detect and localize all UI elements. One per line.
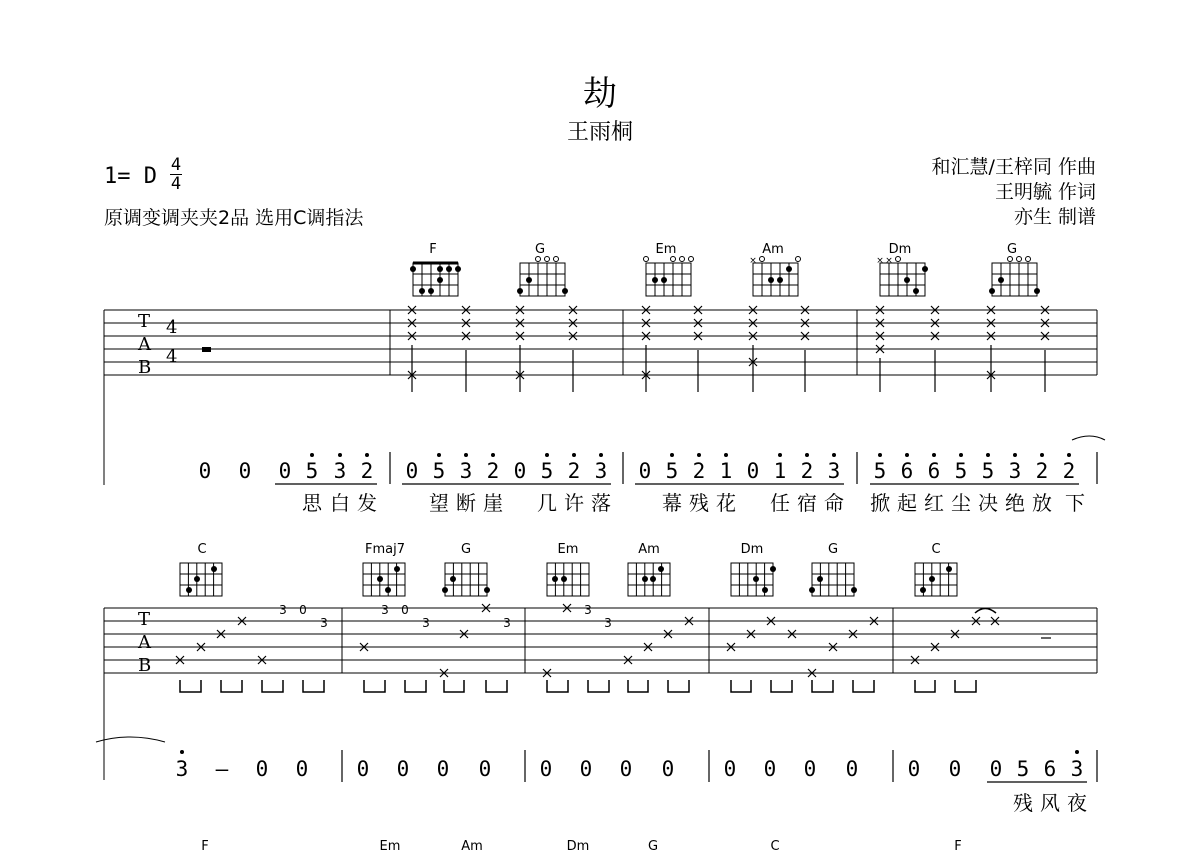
- chord-name: F: [429, 242, 437, 257]
- svg-text:许: 许: [564, 491, 584, 515]
- svg-text:0: 0: [299, 603, 307, 617]
- svg-text:宿: 宿: [797, 491, 817, 515]
- chord-name: Fmaj7: [365, 542, 405, 557]
- svg-text:0: 0: [948, 757, 962, 781]
- chord-name: Dm: [888, 242, 912, 257]
- svg-text:×: ×: [876, 256, 884, 266]
- svg-text:3: 3: [1008, 459, 1022, 483]
- svg-text:任: 任: [770, 491, 790, 515]
- composer-credit: 和汇慧/王梓同 作曲: [931, 156, 1096, 178]
- svg-text:1: 1: [773, 459, 787, 483]
- time-signature-top: 4: [170, 155, 182, 175]
- svg-text:0: 0: [723, 757, 737, 781]
- capo-note: 原调变调夹夹2品 选用C调指法: [104, 207, 364, 229]
- svg-text:0: 0: [401, 603, 409, 617]
- lyricist-credit: 王明毓 作词: [994, 181, 1096, 203]
- fret-numbers-2: [279, 603, 612, 630]
- svg-text:0: 0: [907, 757, 921, 781]
- svg-text:2: 2: [567, 459, 581, 483]
- lyrics-line-1: [302, 491, 1085, 515]
- time-signature-bottom: 4: [170, 174, 182, 194]
- arranger-credit: 亦生 制谱: [1013, 206, 1096, 228]
- svg-text:2: 2: [800, 459, 814, 483]
- svg-text:残: 残: [1013, 791, 1033, 815]
- svg-text:掀: 掀: [870, 491, 890, 515]
- svg-text:0: 0: [513, 459, 527, 483]
- svg-text:放: 放: [1032, 491, 1052, 515]
- svg-text:0: 0: [478, 757, 492, 781]
- chord-diagram: [876, 256, 928, 296]
- chord-name: Am: [638, 542, 660, 557]
- svg-text:5: 5: [954, 459, 968, 483]
- svg-text:2: 2: [1035, 459, 1049, 483]
- svg-text:5: 5: [540, 459, 554, 483]
- svg-text:断: 断: [456, 491, 476, 515]
- tab-time-top: 4: [166, 317, 178, 338]
- tab-time-bottom: 4: [166, 346, 178, 367]
- svg-text:5: 5: [873, 459, 887, 483]
- svg-text:0: 0: [356, 757, 370, 781]
- svg-text:0: 0: [238, 459, 252, 483]
- svg-text:G: G: [647, 839, 659, 850]
- svg-text:崖: 崖: [483, 491, 503, 515]
- svg-text:3: 3: [381, 603, 389, 617]
- svg-text:3: 3: [459, 459, 473, 483]
- chord-name: G: [460, 542, 472, 557]
- picking-marks-2: [176, 604, 1051, 677]
- svg-text:0: 0: [198, 459, 212, 483]
- tab-letter: B: [138, 655, 152, 676]
- svg-text:3: 3: [1070, 757, 1084, 781]
- svg-text:残: 残: [689, 491, 709, 515]
- svg-text:落: 落: [591, 491, 611, 515]
- svg-text:0: 0: [619, 757, 633, 781]
- svg-text:0: 0: [396, 757, 410, 781]
- svg-text:×: ×: [749, 256, 757, 266]
- svg-text:6: 6: [1043, 757, 1057, 781]
- chord-name: G: [1006, 242, 1018, 257]
- system-3: [201, 839, 961, 850]
- svg-text:0: 0: [746, 459, 760, 483]
- svg-text:命: 命: [824, 491, 844, 515]
- chord-name: Dm: [740, 542, 764, 557]
- svg-text:几: 几: [537, 491, 557, 515]
- svg-text:–: –: [215, 757, 229, 781]
- svg-text:0: 0: [579, 757, 593, 781]
- chord-name: G: [827, 542, 839, 557]
- svg-text:2: 2: [360, 459, 374, 483]
- svg-text:Am: Am: [461, 839, 483, 850]
- system-1: [104, 242, 1105, 515]
- tie: [96, 737, 165, 742]
- svg-text:3: 3: [279, 603, 287, 617]
- svg-text:5: 5: [981, 459, 995, 483]
- svg-text:0: 0: [255, 757, 269, 781]
- svg-text:望: 望: [429, 491, 449, 515]
- svg-text:0: 0: [803, 757, 817, 781]
- key-signature: 1= D: [104, 164, 157, 189]
- svg-text:3: 3: [827, 459, 841, 483]
- svg-text:0: 0: [661, 757, 675, 781]
- tie: [1072, 436, 1105, 440]
- svg-text:3: 3: [333, 459, 347, 483]
- svg-text:尘: 尘: [951, 491, 971, 515]
- svg-text:×: ×: [885, 256, 893, 266]
- chord-name: Em: [557, 542, 579, 557]
- jianpu-underlines-2: [342, 750, 1097, 782]
- svg-text:发: 发: [357, 491, 377, 515]
- chord-diagram: [410, 263, 461, 296]
- svg-text:Dm: Dm: [566, 839, 590, 850]
- chord-diagram: [644, 257, 694, 297]
- chord-diagram: [517, 257, 568, 297]
- svg-text:3: 3: [422, 616, 430, 630]
- svg-text:0: 0: [405, 459, 419, 483]
- svg-text:3: 3: [604, 616, 612, 630]
- svg-text:0: 0: [436, 757, 450, 781]
- svg-text:F: F: [201, 839, 209, 850]
- tab-letter: T: [138, 311, 151, 332]
- svg-text:思: 思: [302, 491, 322, 515]
- svg-text:6: 6: [900, 459, 914, 483]
- svg-text:3: 3: [594, 459, 608, 483]
- svg-text:0: 0: [845, 757, 859, 781]
- svg-text:3: 3: [503, 616, 511, 630]
- svg-text:3: 3: [175, 757, 189, 781]
- svg-text:2: 2: [486, 459, 500, 483]
- svg-text:下: 下: [1065, 491, 1085, 515]
- svg-text:起: 起: [897, 491, 917, 515]
- octave-dots-1: [310, 453, 1071, 457]
- svg-text:决: 决: [978, 491, 998, 515]
- svg-text:Em: Em: [379, 839, 401, 850]
- svg-text:5: 5: [1016, 757, 1030, 781]
- chord-diagrams-2: [180, 563, 957, 596]
- svg-text:5: 5: [665, 459, 679, 483]
- svg-text:1: 1: [719, 459, 733, 483]
- svg-text:幕: 幕: [662, 491, 682, 515]
- jianpu-line-1: [199, 459, 1076, 483]
- svg-text:花: 花: [716, 491, 736, 515]
- svg-text:0: 0: [539, 757, 553, 781]
- svg-text:F: F: [954, 839, 962, 850]
- tab-letter: T: [138, 609, 151, 630]
- svg-text:0: 0: [638, 459, 652, 483]
- svg-text:0: 0: [278, 459, 292, 483]
- chord-name: G: [534, 242, 546, 257]
- chord-diagram: [989, 257, 1040, 297]
- song-title: 劫: [583, 74, 617, 114]
- svg-text:2: 2: [1062, 459, 1076, 483]
- svg-text:5: 5: [432, 459, 446, 483]
- svg-text:6: 6: [927, 459, 941, 483]
- svg-text:3: 3: [320, 616, 328, 630]
- svg-text:绝: 绝: [1005, 491, 1025, 515]
- svg-text:5: 5: [305, 459, 319, 483]
- svg-text:0: 0: [989, 757, 1003, 781]
- tab-staff-2: [104, 608, 1097, 780]
- svg-text:2: 2: [692, 459, 706, 483]
- lyrics-line-2: [1013, 791, 1087, 815]
- chord-name: Am: [762, 242, 784, 257]
- chord-name: C: [197, 542, 207, 557]
- chord-diagram: [749, 256, 800, 296]
- tab-letter: A: [138, 632, 151, 653]
- jianpu-underlines-1: [275, 452, 1097, 484]
- singer-name: 王雨桐: [566, 120, 633, 145]
- tab-letter: B: [138, 357, 152, 378]
- svg-text:白: 白: [330, 491, 350, 515]
- svg-text:夜: 夜: [1067, 791, 1087, 815]
- svg-text:0: 0: [295, 757, 309, 781]
- jianpu-line-2: [176, 757, 1084, 781]
- whole-rest: [202, 347, 211, 352]
- svg-text:0: 0: [763, 757, 777, 781]
- system-2: [96, 542, 1097, 815]
- chord-name: C: [931, 542, 941, 557]
- svg-text:风: 风: [1040, 791, 1060, 815]
- chord-name: Em: [655, 242, 677, 257]
- tab-letter: A: [138, 334, 151, 355]
- svg-text:红: 红: [924, 491, 944, 515]
- svg-text:C: C: [770, 839, 780, 850]
- svg-text:3: 3: [584, 603, 592, 617]
- octave-dots-2: [180, 750, 1079, 754]
